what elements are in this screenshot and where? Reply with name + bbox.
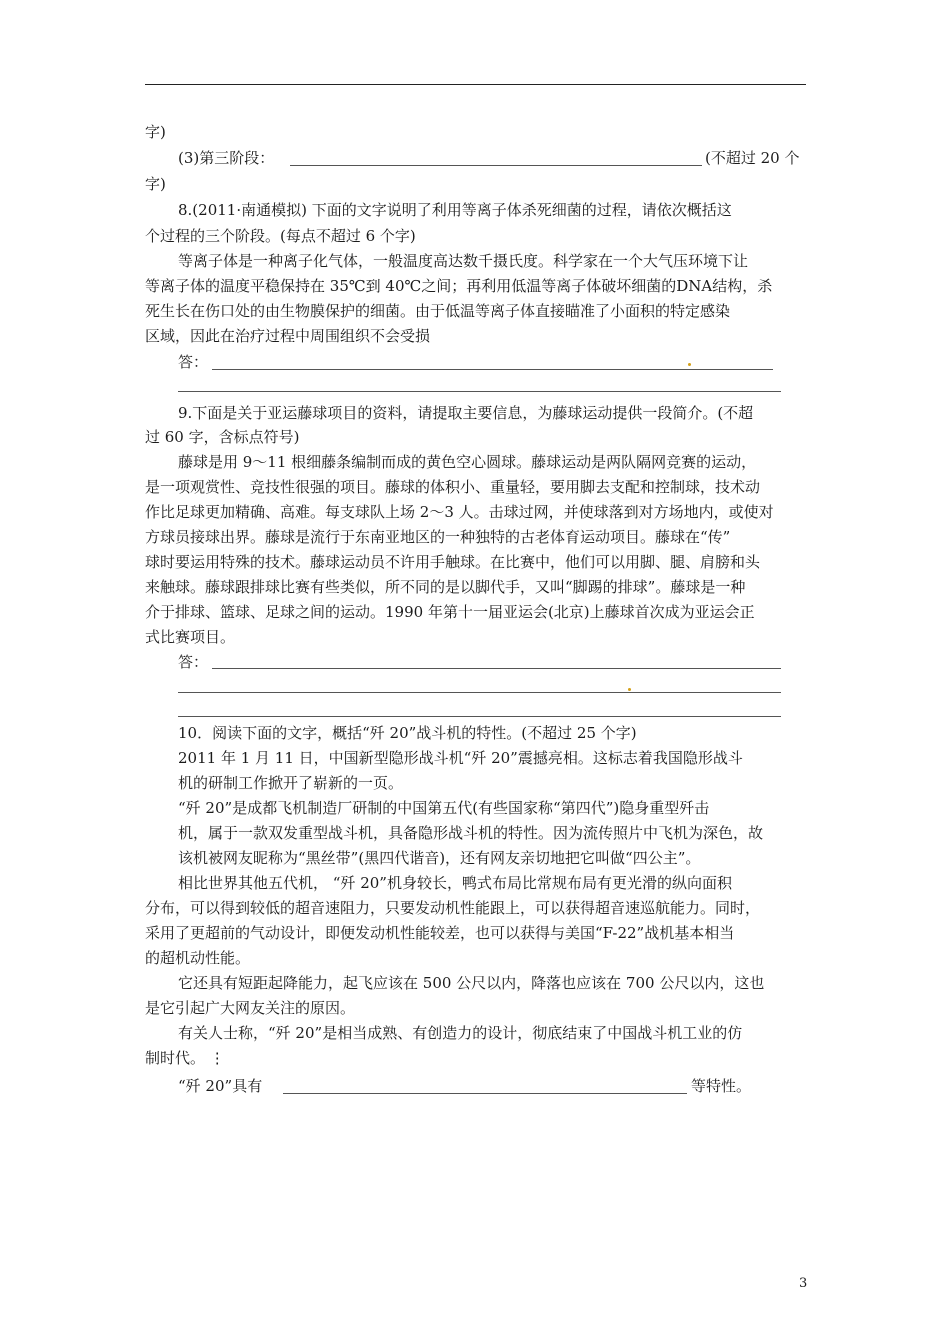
q10-answer-blank	[283, 1093, 687, 1094]
q10-passage-line: 相比世界其他五代机， “歼 20”机身较长，鸭式布局比常规布局有更光滑的纵向面积	[178, 874, 732, 892]
q10-passage-line: 采用了更超前的气动设计，即便发动机性能较差，也可以获得与美国“F-22”战机基本相当	[145, 924, 735, 942]
q9-passage-line: 式比赛项目。	[145, 628, 236, 646]
q9-passage-line: 作比足球更加精确、高难。每支球队上场 2～3 人。击球过网，并使球落到对方场地内，或使对	[145, 503, 774, 521]
stray-mark	[628, 688, 631, 691]
header-rule	[145, 84, 806, 85]
q9-answer-label: 答：	[178, 653, 209, 671]
q9-passage-line: 来触球。藤球跟排球比赛有些类似，所不同的是以脚代手，又叫“脚踢的排球”。藤球是一种	[145, 578, 746, 596]
q9-prompt-cont: 过 60 字，含标点符号)	[145, 428, 300, 446]
q8-answer-label: 答：	[178, 353, 209, 371]
q10-passage-line: 它还具有短距起降能力，起飞应该在 500 公尺以内，降落也应该在 700 公尺以内，这也	[178, 974, 765, 992]
q9-passage-line: 藤球是用 9～11 根细藤条编制而成的黄色空心圆球。藤球运动是两队隔网竞赛的运动，	[178, 453, 757, 471]
q7-stage3-limit: (不超过 20 个	[705, 149, 800, 167]
q9-passage-line: 方球员接球出界。藤球是流行于东南亚地区的一种独特的古老体育运动项目。藤球在“传”	[145, 528, 731, 546]
q8-passage-line: 等离子体的温度平稳保持在 35℃到 40℃之间；再利用低温等离子体破坏细菌的DNA结构，杀	[145, 277, 773, 295]
q8-answer-blank-2	[178, 391, 781, 392]
q9-prompt: 9.下面是关于亚运藤球项目的资料，请提取主要信息，为藤球运动提供一段简介。(不超	[178, 404, 754, 422]
q10-passage-line: 制时代。 ⋮	[145, 1049, 225, 1067]
page-number: 3	[799, 1276, 808, 1291]
q7-line-tail-2: 字)	[145, 175, 166, 193]
q8-passage-line: 区域，因此在治疗过程中周围组织不会受损	[145, 327, 431, 345]
q10-passage-line: 是它引起广大网友关注的原因。	[145, 999, 356, 1017]
q10-passage-line: 有关人士称，“歼 20”是相当成熟、有创造力的设计，彻底结束了中国战斗机工业的仿	[178, 1024, 743, 1042]
q10-answer-suffix: 等特性。	[691, 1077, 752, 1095]
q10-passage-line: 机，属于一款双发重型战斗机，具备隐形战斗机的特性。因为流传照片中飞机为深色，故	[178, 824, 764, 842]
stray-mark	[688, 363, 691, 366]
q9-answer-blank-3	[178, 716, 781, 717]
q9-passage-line: 球时要运用特殊的技术。藤球运动员不许用手触球。在比赛中，他们可以用脚、腿、肩膀和头	[145, 553, 761, 571]
q9-answer-blank	[212, 668, 781, 669]
q10-passage-line: 的超机动性能。	[145, 949, 251, 967]
q8-prompt: 8.(2011·南通模拟) 下面的文字说明了利用等离子体杀死细菌的过程，请依次概括这	[178, 201, 732, 219]
q7-stage3-label: (3)第三阶段：	[178, 149, 275, 167]
q8-prompt-cont: 个过程的三个阶段。(每点不超过 6 个字)	[145, 227, 416, 245]
q8-answer-blank	[212, 369, 773, 370]
q10-answer-prefix: “歼 20”具有	[178, 1077, 263, 1095]
q8-passage-line: 死生长在伤口处的由生物膜保护的细菌。由于低温等离子体直接瞄准了小面积的特定感染	[145, 302, 731, 320]
q10-prompt: 10．阅读下面的文字，概括“歼 20”战斗机的特性。(不超过 25 个字)	[178, 724, 637, 742]
q10-passage-line: “歼 20”是成都飞机制造厂研制的中国第五代(有些国家称“第四代”)隐身重型歼击	[178, 799, 710, 817]
q7-stage3-blank	[290, 165, 702, 166]
q10-passage-line: 机的研制工作掀开了崭新的一页。	[178, 774, 404, 792]
q10-passage-line: 分布，可以得到较低的超音速阻力，只要发动机性能跟上，可以获得超音速巡航能力。同时，	[145, 899, 761, 917]
q9-passage-line: 介于排球、篮球、足球之间的运动。1990 年第十一届亚运会(北京)上藤球首次成为亚运会正	[145, 603, 755, 621]
q7-line-tail: 字)	[145, 123, 166, 141]
q9-passage-line: 是一项观赏性、竞技性很强的项目。藤球的体积小、重量轻，要用脚去支配和控制球，技术动	[145, 478, 761, 496]
q9-answer-blank-2	[178, 692, 781, 693]
q10-passage-line: 2011 年 1 月 11 日，中国新型隐形战斗机“歼 20”震撼亮相。这标志着我国隐形战斗	[178, 749, 743, 767]
q8-passage-line: 等离子体是一种离子化气体，一般温度高达数千摄氏度。科学家在一个大气压环境下让	[178, 252, 749, 270]
q10-passage-line: 该机被网友昵称为“黑丝带”(黑四代谐音)，还有网友亲切地把它叫做“四公主”。	[178, 849, 701, 867]
